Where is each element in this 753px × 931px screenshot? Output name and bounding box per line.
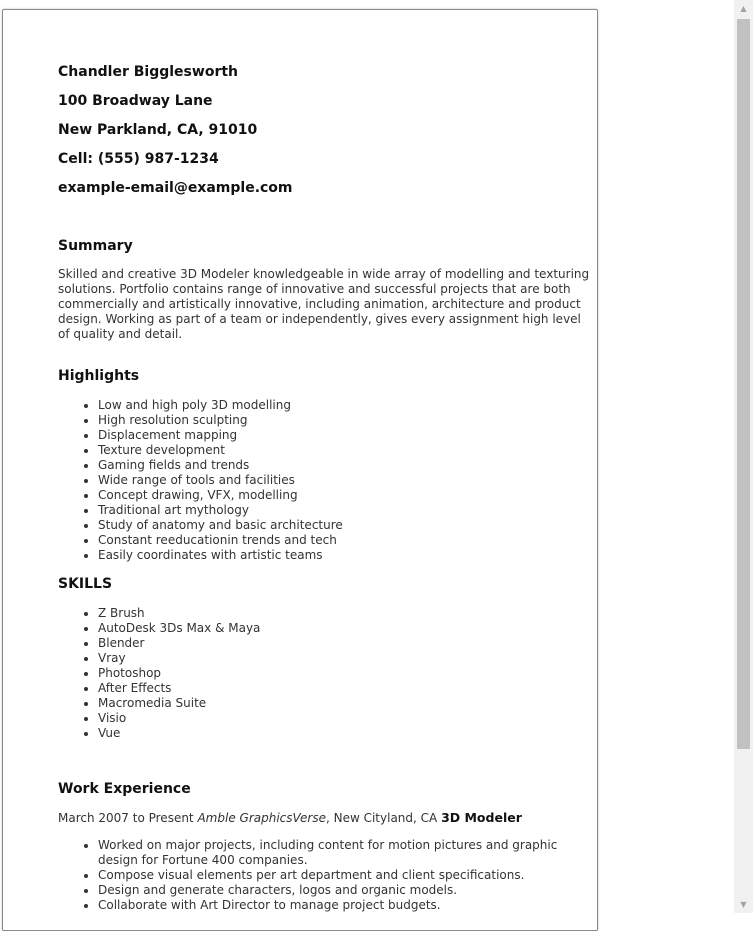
highlights-heading: Highlights (58, 368, 140, 384)
experience-heading: Work Experience (58, 781, 191, 797)
resume-page (2, 9, 598, 931)
highlights-list (58, 398, 598, 563)
contact-email: example-email@example.com (58, 180, 293, 196)
list-item: • Vray (98, 651, 598, 666)
skills-heading: SKILLS (58, 576, 113, 592)
scroll-up-icon[interactable]: ▲ (740, 4, 747, 13)
job-duties-list (58, 838, 598, 913)
list-item: • Design and generate characters, logos and organic models. (98, 883, 598, 898)
list-item: • Worked on major projects, including content for motion pictures and graphic design for Fortune 400 companies. (98, 838, 598, 868)
contact-city: New Parkland, CA, 91010 (58, 122, 258, 138)
scroll-thumb[interactable] (737, 19, 750, 749)
list-item: • Displacement mapping (98, 428, 598, 443)
list-item: • Vue (98, 726, 598, 741)
list-item: • Gaming fields and trends (98, 458, 598, 473)
list-item: • Traditional art mythology (98, 503, 598, 518)
summary-heading: Summary (58, 238, 133, 254)
skills-list (58, 606, 598, 741)
job-dates: March 2007 to Present (58, 811, 194, 825)
summary-text: Skilled and creative 3D Modeler knowledgeable in wide array of modelling and texturing solutions. Portfolio contains range of innovative and successful projects that are both commercially and artistically innovative, including animation, architecture and product design. Working as part of a team or independently, gives every assignment high level of quality and detail. (58, 267, 590, 341)
list-item: • High resolution sculpting (98, 413, 598, 428)
job-location: , New Cityland, CA (325, 811, 438, 825)
job-header (58, 810, 522, 825)
list-item: • Photoshop (98, 666, 598, 681)
job-title: 3D Modeler (441, 810, 522, 825)
list-item: • Compose visual elements per art department and client specifications. (98, 868, 598, 883)
scroll-down-icon[interactable]: ▼ (740, 900, 747, 909)
list-item: • Macromedia Suite (98, 696, 598, 711)
list-item: • Wide range of tools and facilities (98, 473, 598, 488)
list-item: • Study of anatomy and basic architecture (98, 518, 598, 533)
list-item: • Z Brush (98, 606, 598, 621)
contact-phone: Cell: (555) 987-1234 (58, 151, 219, 167)
contact-street: 100 Broadway Lane (58, 93, 213, 109)
list-item: • AutoDesk 3Ds Max & Maya (98, 621, 598, 636)
list-item: • Constant reeducationin trends and tech (98, 533, 598, 548)
vertical-scrollbar[interactable] (734, 0, 753, 913)
list-item: • Collaborate with Art Director to manage project budgets. (98, 898, 598, 913)
list-item: • Texture development (98, 443, 598, 458)
list-item: • Easily coordinates with artistic teams (98, 548, 598, 563)
list-item: • Visio (98, 711, 598, 726)
contact-name: Chandler Bigglesworth (58, 64, 239, 80)
list-item: • Low and high poly 3D modelling (98, 398, 598, 413)
list-item: • Concept drawing, VFX, modelling (98, 488, 598, 503)
job-company: Amble GraphicsVerse (197, 811, 326, 825)
list-item: • Blender (98, 636, 598, 651)
list-item: • After Effects (98, 681, 598, 696)
